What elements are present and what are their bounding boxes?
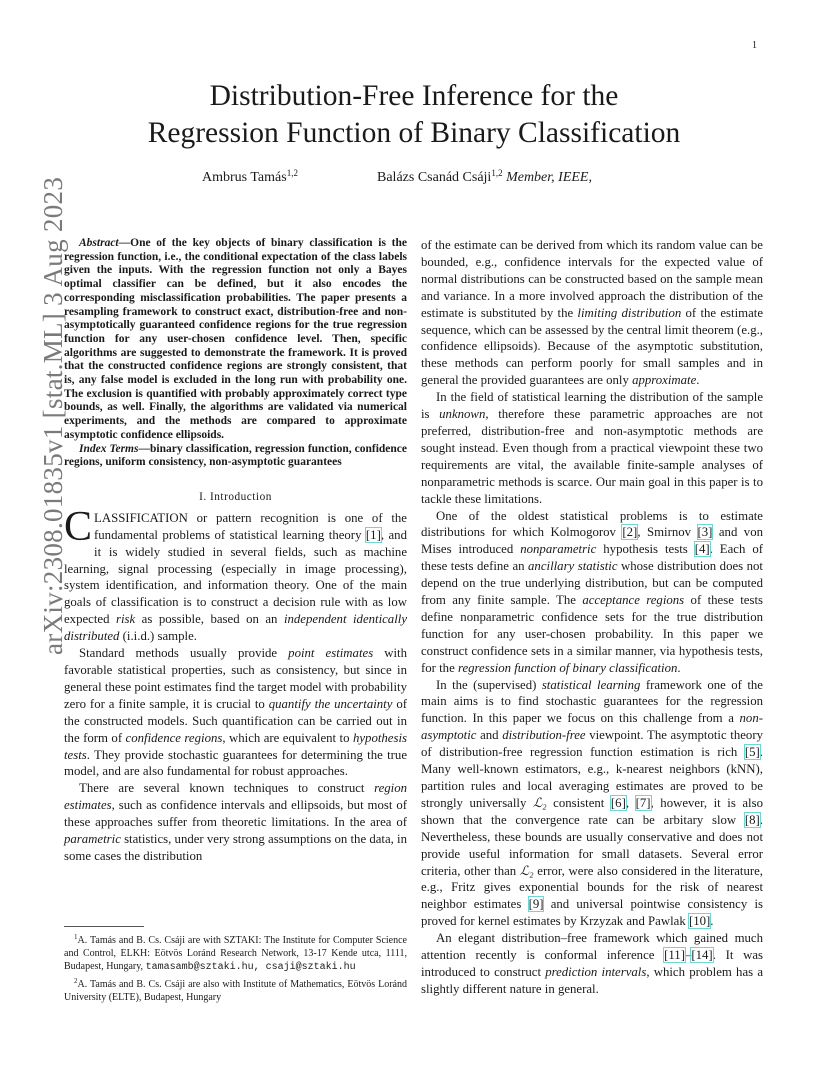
text-run: , which are equivalent to bbox=[222, 730, 353, 745]
footnote-1 bbox=[64, 931, 407, 975]
emphasis: quantify the uncertainty bbox=[268, 696, 393, 711]
title-line-1: Distribution-Free Inference for the bbox=[209, 80, 619, 112]
citation-link[interactable]: [14] bbox=[691, 948, 713, 963]
text-run: – bbox=[684, 948, 692, 963]
intro-paragraph-1 bbox=[64, 503, 407, 645]
math-symbol: ℒ₂ bbox=[519, 863, 534, 878]
text-run: . Many well-known estimators, e.g., k-nearest neighbors (kNN), partition rules and local averaging estimates are proved to be strongly universally bbox=[421, 745, 763, 810]
footnotes bbox=[64, 931, 407, 1005]
citation-link[interactable]: [8] bbox=[744, 812, 760, 827]
author-1-affil: 1,2 bbox=[286, 168, 298, 178]
index-terms bbox=[64, 443, 407, 470]
text-run: and von Mises introduced bbox=[421, 525, 763, 557]
footnote-1-text: A. Tamás and B. Cs. Csáji are with SZTAKI: The Institute for Computer Science and Control, ELKH: Eötvös Loránd Research Network, 13-17 Kende utca, 1111, Budapest, Hungary, bbox=[64, 935, 407, 972]
author-1-name: Ambrus Tamás bbox=[202, 170, 287, 185]
emphasis: parametric bbox=[64, 832, 121, 847]
citation-link[interactable]: [2] bbox=[622, 525, 638, 540]
emphasis: point estimates bbox=[288, 646, 374, 661]
right-column bbox=[421, 237, 763, 998]
footnote-1-emails[interactable]: tamasamb@sztaki.hu, csaji@sztaki.hu bbox=[145, 961, 356, 973]
text-run: consistent bbox=[546, 795, 611, 810]
citation-link[interactable]: [1] bbox=[365, 527, 381, 542]
footnote-2-text: A. Tamás and B. Cs. Csáji are also with Institute of Mathematics, Eötvös Loránd University (ELTE), Budapest, Hungary bbox=[64, 978, 407, 1003]
footnote-2 bbox=[64, 975, 407, 1005]
author-2 bbox=[377, 168, 592, 186]
citation-link[interactable]: [4] bbox=[694, 542, 710, 557]
text-run: . bbox=[696, 373, 700, 388]
text-run: . bbox=[677, 660, 681, 675]
text-run: framework one of the main aims is to find stochastic guarantees for the regression function. In this paper we focus on this challenge from a bbox=[421, 677, 763, 726]
emphasis: statistical learning bbox=[541, 677, 641, 692]
abstract-text: —One of the key objects of binary classification is the regression function, i.e., the conditional expectation of the class labels given the inputs. With the regression function not only a Bayes optimal classifier can be defined, but it also encodes the corresponding misclassification probabilities. The paper presents a resampling framework to construct exact, distribution-free and non-asymptotically guaranteed confidence regions for the true regression function for any user-chosen confidence level. Then, specific algorithms are suggested to demonstrate the framework. It is proved that the constructed confidence regions are strongly consistent, that is, any false model is excluded in the long run with probability one. The exclusion is quantified with probably approximately correct type bounds, as well. Finally, the algorithms are validated via numerical experiments, and the methods are compared to approximate asymptotic confidence ellipsoids. bbox=[64, 237, 407, 441]
footnote-2-mark: 2 bbox=[74, 976, 78, 985]
right-paragraph-3 bbox=[421, 508, 763, 677]
author-2-name: Balázs Csanád Csáji bbox=[377, 170, 492, 185]
author-2-affil: 1,2 bbox=[491, 168, 503, 178]
footnote-1-mark: 1 bbox=[74, 933, 78, 941]
text-run: An elegant distribution–free framework which gained much attention recently is conformal inference bbox=[421, 931, 763, 963]
intro-paragraph-3 bbox=[64, 780, 407, 865]
footnote-rule bbox=[64, 926, 144, 927]
citation-link[interactable]: [10] bbox=[688, 914, 711, 929]
math-symbol: ℒ₂ bbox=[532, 795, 547, 810]
emphasis: distribution-free bbox=[502, 728, 586, 743]
citation-link[interactable]: [11] bbox=[664, 948, 685, 963]
emphasis: limiting distribution bbox=[577, 305, 682, 320]
author-list bbox=[0, 168, 828, 188]
emphasis: region estimates bbox=[64, 781, 407, 813]
section-heading-introduction: I. Introduction bbox=[199, 490, 272, 503]
text-run: Standard methods usually provide bbox=[79, 646, 289, 661]
text-run: (i.i.d.) sample. bbox=[119, 629, 197, 644]
text-run: . Nevertheless, these bounds are usually conservative and does not provide useful information for small datasets. Several error criteria, other than bbox=[421, 812, 763, 878]
intro-paragraph-2 bbox=[64, 645, 407, 780]
text-run: with favorable statistical properties, such as consistency, but since in general these point estimates find the target model with probability zero for a finite sample, it is crucial to bbox=[64, 646, 407, 711]
index-terms-label: Index Terms bbox=[79, 442, 139, 455]
right-paragraph-5 bbox=[421, 930, 763, 998]
author-1 bbox=[202, 168, 298, 186]
text-run: , which problem has a slightly different nature in general. bbox=[421, 964, 764, 996]
text-run: In the field of statistical learning the distribution of the sample is bbox=[421, 390, 763, 422]
text-run: In the (supervised) bbox=[436, 677, 542, 692]
text-run: of the constructed models. Such quantification can be carried out in the form of bbox=[64, 696, 407, 745]
drop-cap: C bbox=[64, 503, 93, 550]
text-run: , bbox=[625, 795, 636, 810]
right-paragraph-1 bbox=[421, 237, 763, 389]
paper-title bbox=[80, 78, 748, 152]
text-run: , such as confidence intervals and ellipsoids, but most of these approaches suffer from theoretic limitations. In the area of bbox=[64, 798, 407, 830]
text-run: and bbox=[476, 728, 503, 743]
emphasis: nonparametric bbox=[520, 542, 597, 557]
text-run: . They provide stochastic guarantees for determining the true model, and are also fundamental for robust approaches. bbox=[64, 747, 407, 779]
text-run: . Each of these tests define an bbox=[421, 542, 763, 574]
text-run: viewpoint. The asymptotic theory of distribution-free regression function estimation is rich bbox=[421, 728, 763, 760]
text-run: of the estimate sequence, which can be assessed by the central limit theorem (e.g., confidence ellipsoids). Because of the asymptotic substitution, these methods can perform poorly for small samples and in general the provided guarantees are only bbox=[421, 305, 763, 388]
emphasis: non-asymptotic bbox=[421, 711, 763, 743]
right-paragraph-4 bbox=[421, 677, 763, 931]
text-run: statistics, under very strong assumptions on the data, in some cases the distribution bbox=[64, 832, 407, 863]
emphasis: ancillary statistic bbox=[528, 559, 618, 574]
right-paragraph-2 bbox=[421, 389, 763, 507]
index-terms-text: —binary classification, regression function, confidence regions, uniform consistency, non-asymptotic guarantees bbox=[64, 442, 407, 469]
citation-link[interactable]: [9] bbox=[528, 897, 544, 912]
emphasis: approximate bbox=[632, 373, 697, 388]
text-run: as possible, based on an bbox=[135, 612, 284, 627]
emphasis: prediction intervals bbox=[545, 964, 647, 979]
text-run: and universal pointwise consistency is proved for kernel estimates by Krzyzak and Pawlak bbox=[421, 897, 763, 929]
emphasis: acceptance regions bbox=[582, 593, 685, 608]
emphasis: unknown bbox=[439, 407, 486, 422]
text-run: . bbox=[710, 914, 714, 929]
citation-link[interactable]: [3] bbox=[697, 525, 713, 540]
text-run: of these tests define nonparametric confidence sets for the true distribution function for any user-chosen probability. In this paper we construct confidence sets in a similar manner, via hypothesis tests, for the bbox=[421, 593, 763, 675]
text-run: . It was introduced to construct bbox=[421, 948, 763, 979]
text-run: , Smirnov bbox=[637, 525, 698, 540]
text-run: , and it is widely studied in several fields, such as machine learning, signal processing (especially in image processing), system identification, and information theory. One of the main goals of classification is to construct a decision rule with as low expected bbox=[64, 527, 407, 627]
emphasis: confidence regions bbox=[125, 730, 223, 745]
arxiv-identifier[interactable]: arXiv:2308.01835v1 [stat.ML] 3 Aug 2023 bbox=[38, 176, 68, 655]
text-run: whose distribution does not depend on the true underlying distribution, but can be computed from any finite sample. The bbox=[421, 559, 763, 608]
text-run: One of the oldest statistical problems is to estimate distributions for which Kolmogorov bbox=[421, 508, 763, 540]
title-line-2: Regression Function of Binary Classification bbox=[147, 117, 681, 149]
emphasis: hypothesis tests bbox=[64, 730, 407, 762]
abstract-label: Abstract bbox=[79, 237, 119, 249]
citation-link[interactable]: [6] bbox=[610, 795, 626, 810]
text-run: hypothesis tests bbox=[596, 542, 695, 557]
text-run: LASSIFICATION or pattern recognition is one of the fundamental problems of statistical learning theory bbox=[94, 510, 407, 542]
citation-link[interactable]: [7] bbox=[635, 795, 651, 810]
text-run: of the estimate can be derived from which its random value can be bounded, e.g., confidence intervals for the expected value of normal distributions can be constructed based on the sample mean and variance. In a more involved approach the distribution of the estimate is substituted by the bbox=[421, 238, 763, 320]
emphasis: independent identically distributed bbox=[64, 612, 407, 644]
emphasis: regression function of binary classification bbox=[457, 660, 678, 675]
page-number: 1 bbox=[752, 40, 757, 51]
author-2-role: Member, IEEE, bbox=[506, 170, 592, 185]
text-run: There are several known techniques to construct bbox=[79, 781, 375, 796]
text-run: , therefore these parametric approaches are not preferred, distribution-free and non-asymptotic methods are sought instead. Even though from a practical viewpoint these two requirements are vital, the available finite-sample analyses of nonparametric methods is scarce. Our main goal in this paper is to tackle these limitations. bbox=[421, 407, 763, 506]
abstract bbox=[64, 237, 407, 443]
text-run: , however, it is also shown that the convergence rate can be arbitary slow bbox=[421, 795, 763, 827]
text-run: error, were also considered in the literature, e.g., Fritz gives exponential bounds for the risk of nearest neighbor estimates bbox=[421, 863, 763, 912]
citation-link[interactable]: [5] bbox=[744, 745, 760, 760]
emphasis: risk bbox=[115, 612, 136, 627]
left-column bbox=[64, 237, 407, 865]
